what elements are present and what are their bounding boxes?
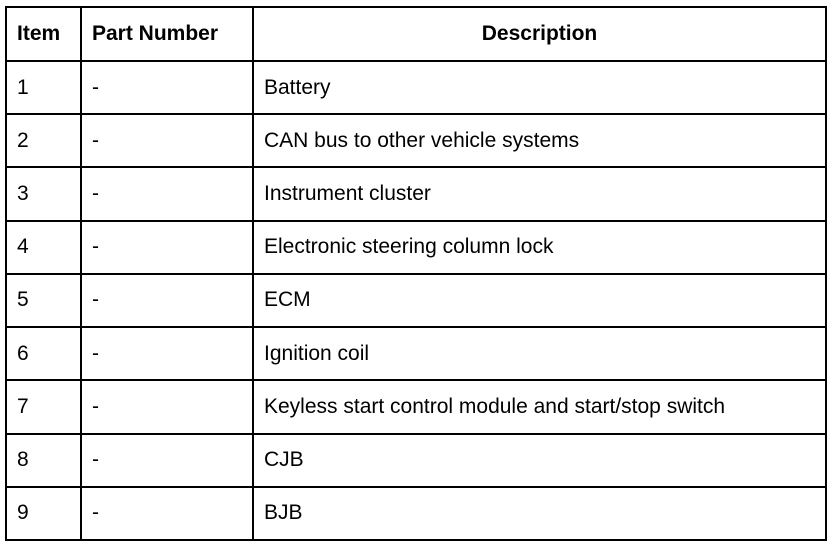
header-description: Description: [253, 7, 826, 61]
cell-description: Keyless start control module and start/stop switch: [253, 380, 826, 433]
cell-description: Battery: [253, 61, 826, 114]
table-row: [6, 61, 826, 114]
table-row: [6, 221, 826, 274]
cell-part-number: -: [81, 167, 253, 220]
cell-part-number: -: [81, 61, 253, 114]
cell-part-number: -: [81, 327, 253, 380]
cell-description: CJB: [253, 434, 826, 487]
cell-item: 9: [6, 487, 81, 540]
header-part-number: Part Number: [81, 7, 253, 61]
cell-description: Ignition coil: [253, 327, 826, 380]
cell-item: 7: [6, 380, 81, 433]
cell-item: 5: [6, 274, 81, 327]
table-row: [6, 274, 826, 327]
table-header-row: [6, 7, 826, 61]
cell-description: BJB: [253, 487, 826, 540]
cell-part-number: -: [81, 114, 253, 167]
parts-table-container: [5, 6, 825, 541]
table-row: [6, 380, 826, 433]
cell-description: Instrument cluster: [253, 167, 826, 220]
header-item: Item: [6, 7, 81, 61]
cell-part-number: -: [81, 274, 253, 327]
table-row: [6, 167, 826, 220]
cell-part-number: -: [81, 487, 253, 540]
cell-item: 3: [6, 167, 81, 220]
table-row: [6, 434, 826, 487]
cell-part-number: -: [81, 434, 253, 487]
cell-item: 8: [6, 434, 81, 487]
cell-description: CAN bus to other vehicle systems: [253, 114, 826, 167]
cell-part-number: -: [81, 221, 253, 274]
cell-item: 2: [6, 114, 81, 167]
cell-description: Electronic steering column lock: [253, 221, 826, 274]
table-row: [6, 114, 826, 167]
cell-item: 1: [6, 61, 81, 114]
table-row: [6, 327, 826, 380]
cell-part-number: -: [81, 380, 253, 433]
cell-item: 4: [6, 221, 81, 274]
cell-description: ECM: [253, 274, 826, 327]
parts-table: [5, 6, 827, 541]
table-row: [6, 487, 826, 540]
cell-item: 6: [6, 327, 81, 380]
